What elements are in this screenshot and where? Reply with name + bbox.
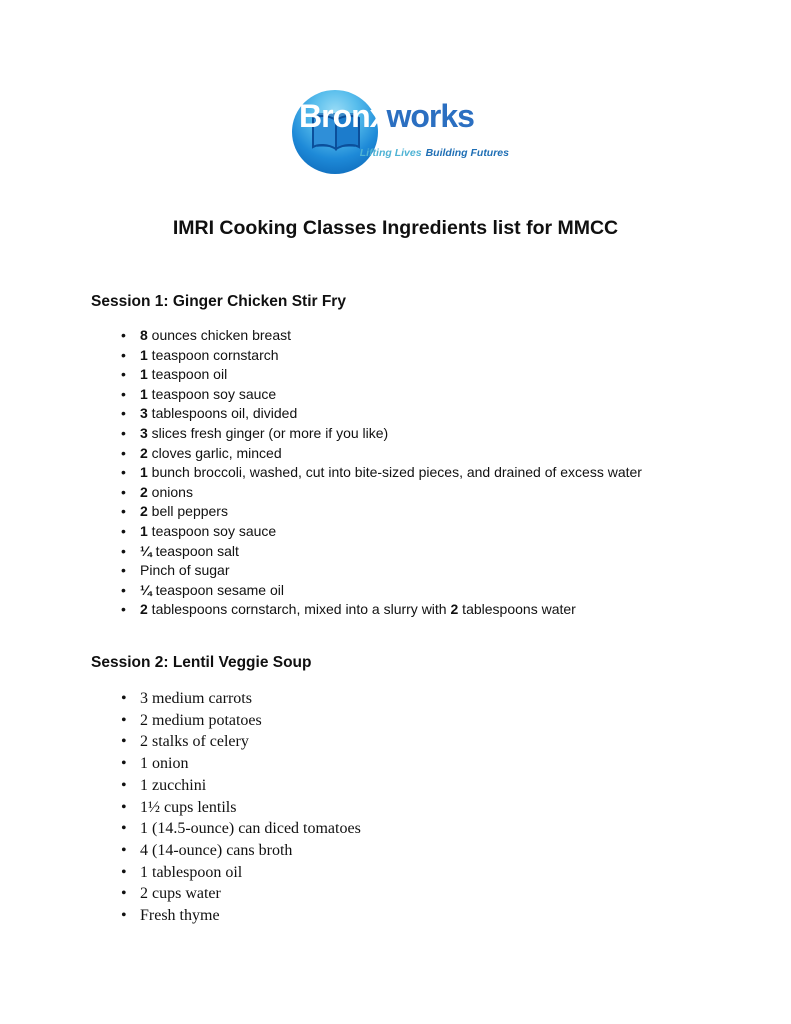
session-2-heading: Session 2: Lentil Veggie Soup (91, 654, 312, 671)
tagline-building-futures: Building Futures (425, 147, 509, 159)
ingredient-item: • 1 zucchini (91, 775, 361, 797)
page-title: IMRI Cooking Classes Ingredients list for MMCC (172, 217, 619, 239)
bronxworks-logo (290, 88, 520, 174)
ingredient-item: • ¼ teaspoon sesame oil (91, 581, 642, 601)
ingredient-item: • 2 medium potatoes (91, 710, 361, 732)
session-2-ingredient-list (91, 688, 361, 927)
ingredient-item: • 1½ cups lentils (91, 797, 361, 819)
ingredient-item: • 1 bunch broccoli, washed, cut into bite-sized pieces, and drained of excess water (91, 463, 642, 483)
ingredient-item: • 3 tablespoons oil, divided (91, 404, 642, 424)
brand-works-text: works (386, 98, 474, 134)
ingredient-item: • 3 slices fresh ginger (or more if you like) (91, 424, 642, 444)
ingredient-item: • 1 teaspoon oil (91, 365, 642, 385)
ingredient-item: • Pinch of sugar (91, 561, 642, 581)
ingredient-item: • 1 tablespoon oil (91, 862, 361, 884)
session-1-ingredient-list (91, 326, 642, 620)
ingredient-item: • 2 tablespoons cornstarch, mixed into a slurry with 2 tablespoons water (91, 600, 642, 620)
ingredient-item: • 2 cups water (91, 883, 361, 905)
ingredient-item: • 1 teaspoon cornstarch (91, 346, 642, 366)
brand-tagline (290, 147, 509, 159)
ingredient-item: • 2 cloves garlic, minced (91, 444, 642, 464)
ingredient-item: • 2 onions (91, 483, 642, 503)
ingredient-item: • 3 medium carrots (91, 688, 361, 710)
ingredient-item: • ¼ teaspoon salt (91, 542, 642, 562)
session-1-heading: Session 1: Ginger Chicken Stir Fry (91, 293, 346, 310)
tagline-lifting-lives: Lifting Lives (359, 147, 422, 159)
ingredient-item: • 1 teaspoon soy sauce (91, 385, 642, 405)
ingredient-item: • 1 onion (91, 753, 361, 775)
ingredient-item: • 2 bell peppers (91, 502, 642, 522)
brand-wordmark (299, 99, 474, 134)
ingredient-item: • 8 ounces chicken breast (91, 326, 642, 346)
ingredient-item: • Fresh thyme (91, 905, 361, 927)
ingredient-item: • 1 (14.5-ounce) can diced tomatoes (91, 818, 361, 840)
ingredient-item: • 1 teaspoon soy sauce (91, 522, 642, 542)
brand-bronx-text: Bronx (299, 98, 387, 134)
ingredient-item: • 4 (14-ounce) cans broth (91, 840, 361, 862)
ingredient-item: • 2 stalks of celery (91, 731, 361, 753)
